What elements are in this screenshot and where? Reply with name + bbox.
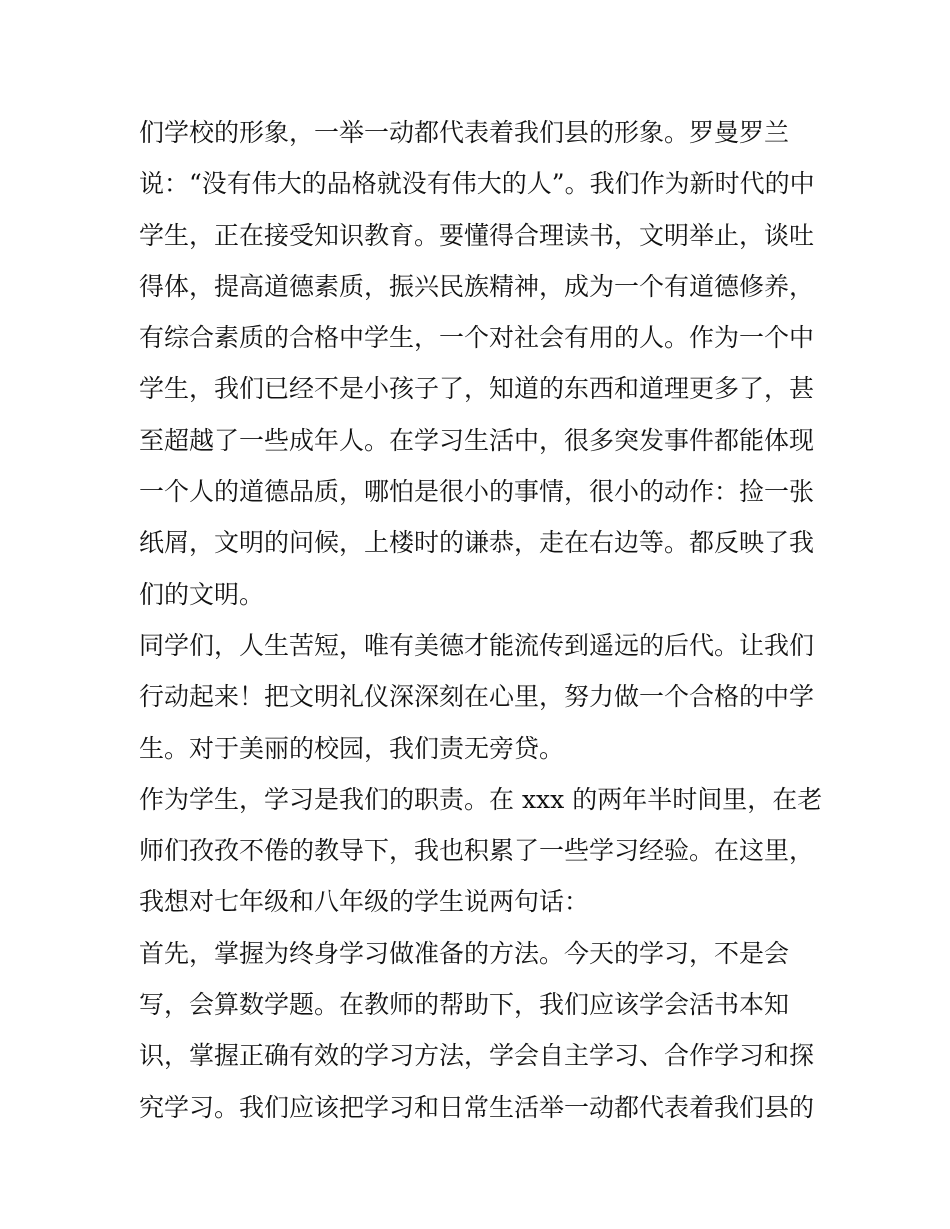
text-line: 有综合素质的合格中学生，一个对社会有用的人。作为一个中 <box>139 323 815 353</box>
text-line: 们学校的形象，一举一动都代表着我们县的形象。罗曼罗兰 <box>139 118 790 147</box>
text-line: 生。对于美丽的校园，我们责无旁贷。 <box>139 733 565 763</box>
text-line: 行动起来！把文明礼仪深深刻在心里，努力做一个合格的中学 <box>139 682 815 712</box>
text-line: 一个人的道德品质，哪怕是很小的事情，很小的动作：捡一张 <box>139 477 815 507</box>
text-line: 学生，我们已经不是小孩子了，知道的东西和道理更多了，甚 <box>139 374 815 404</box>
text-line: 们的文明。 <box>139 579 265 609</box>
text-line: 究学习。我们应该把学习和日常生活举一动都代表着我们县的 <box>139 1092 815 1122</box>
body-text <box>139 107 823 1133</box>
text-line: 纸屑，文明的问候，上楼时的谦恭，走在右边等。都反映了我 <box>139 528 815 558</box>
text-line: 识，掌握正确有效的学习方法，学会自主学习、合作学习和探 <box>139 1041 815 1071</box>
text-line: 作为学生，学习是我们的职责。在 xxx 的两年半时间里，在老 <box>139 784 823 814</box>
text-line: 说：“没有伟大的品格就没有伟大的人”。我们作为新时代的中 <box>139 169 815 199</box>
text-line: 我想对七年级和八年级的学生说两句话： <box>139 887 590 917</box>
text-line: 同学们，人生苦短，唯有美德才能流传到遥远的后代。让我们 <box>139 630 815 660</box>
text-line: 师们孜孜不倦的教导下，我也积累了一些学习经验。在这里， <box>139 836 815 866</box>
text-line: 得体，提高道德素质，振兴民族精神，成为一个有道德修养， <box>139 271 815 301</box>
text-line: 首先，掌握为终身学习做准备的方法。今天的学习，不是会 <box>139 938 790 968</box>
text-line: 学生，正在接受知识教育。要懂得合理读书，文明举止，谈吐 <box>139 220 815 250</box>
text-line: 至超越了一些成年人。在学习生活中，很多突发事件都能体现 <box>139 425 815 455</box>
text-line: 写，会算数学题。在教师的帮助下，我们应该学会活书本知 <box>139 990 790 1020</box>
